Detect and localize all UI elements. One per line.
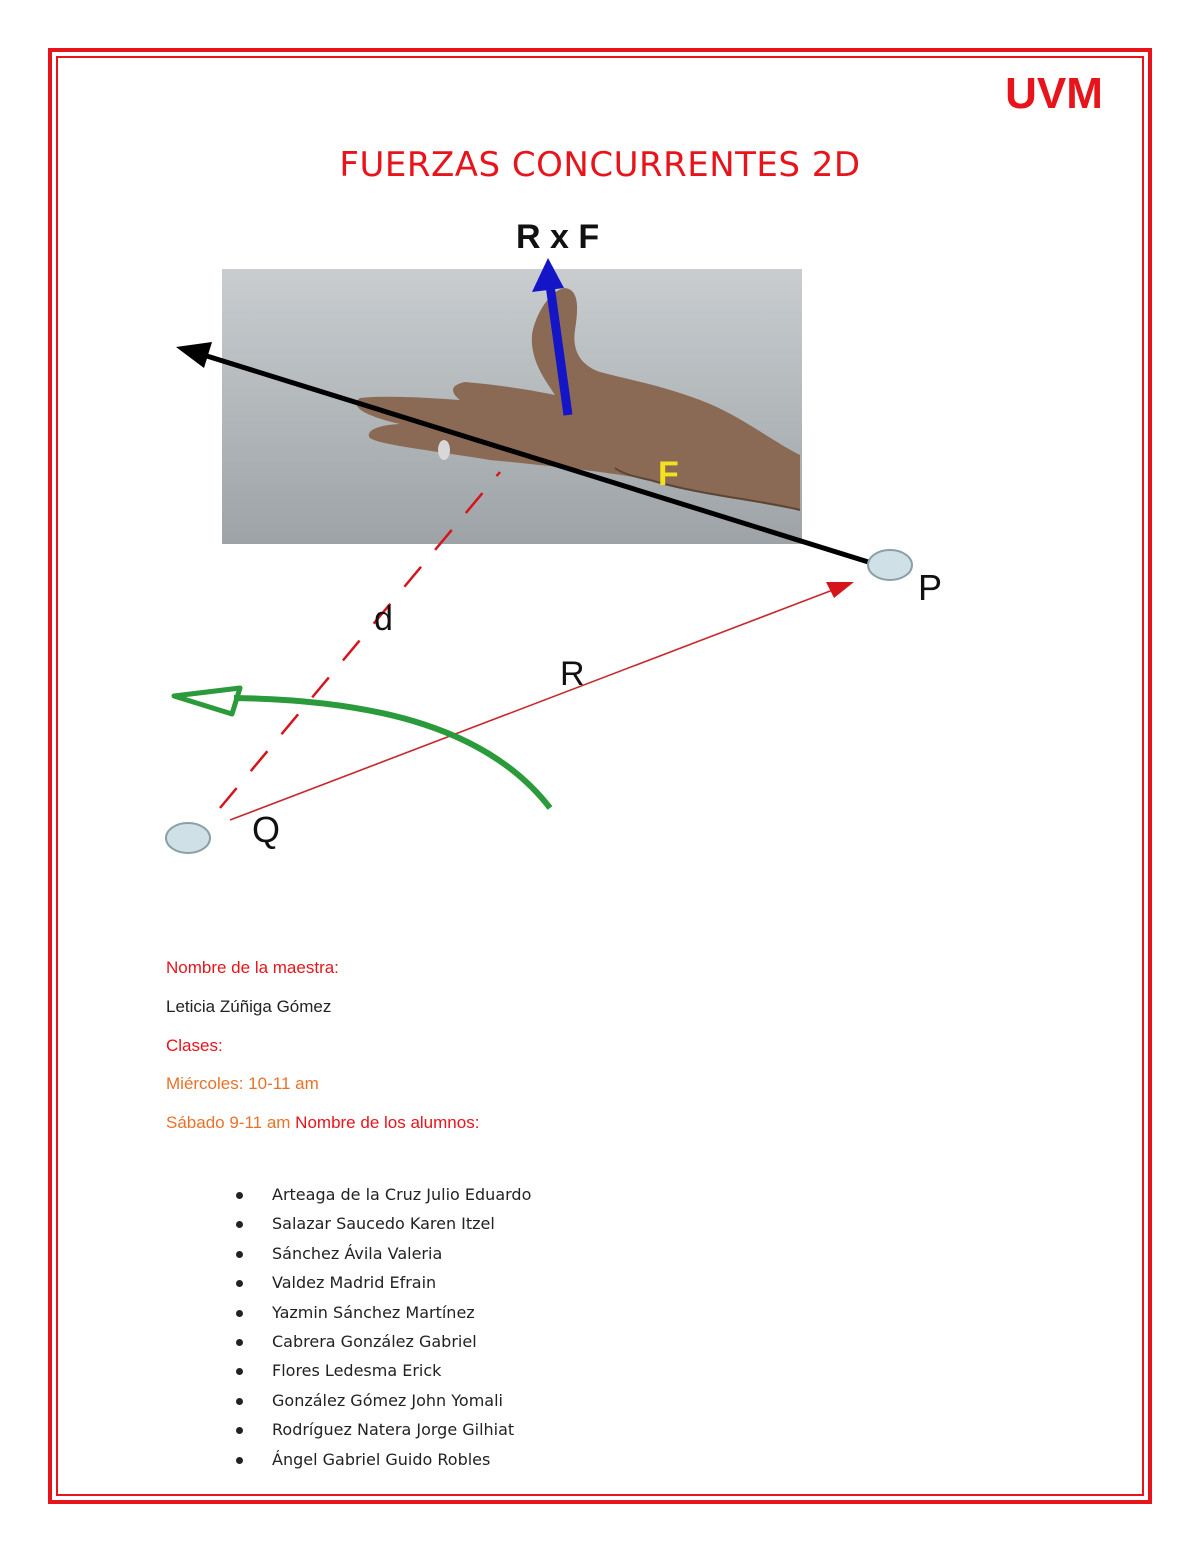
list-item: Valdez Madrid Efrain xyxy=(236,1268,531,1297)
page-title: FUERZAS CONCURRENTES 2D xyxy=(339,145,861,185)
list-item: Salazar Saucedo Karen Itzel xyxy=(236,1209,531,1238)
students-list xyxy=(236,1180,531,1474)
q-label: Q xyxy=(252,809,281,850)
list-item: Arteaga de la Cruz Julio Eduardo xyxy=(236,1180,531,1209)
p-label: P xyxy=(918,567,943,608)
f-label: F xyxy=(658,455,679,493)
svg-text:UVM: UVM xyxy=(1005,69,1103,114)
teacher-name: Leticia Zúñiga Gómez xyxy=(166,997,332,1016)
list-item: Cabrera González Gabriel xyxy=(236,1327,531,1356)
list-item: Ángel Gabriel Guido Robles xyxy=(236,1445,531,1474)
r-label: R xyxy=(560,655,585,693)
class-wednesday: Miércoles: 10-11 am xyxy=(166,1074,319,1093)
hand-photo xyxy=(222,269,802,544)
point-q xyxy=(166,823,210,853)
class-saturday-line xyxy=(166,1113,479,1133)
list-item: Flores Ledesma Erick xyxy=(236,1356,531,1385)
teacher-label: Nombre de la maestra: xyxy=(166,958,339,977)
class-saturday: Sábado 9-11 am xyxy=(166,1113,291,1132)
rotation-arc xyxy=(174,688,550,808)
students-label: Nombre de los alumnos: xyxy=(295,1113,480,1132)
list-item: Yazmin Sánchez Martínez xyxy=(236,1298,531,1327)
list-item: González Gómez John Yomali xyxy=(236,1386,531,1415)
uvm-logo xyxy=(984,68,1124,114)
list-item: Sánchez Ávila Valeria xyxy=(236,1239,531,1268)
classes-label: Clases: xyxy=(166,1036,223,1055)
list-item: Rodríguez Natera Jorge Gilhiat xyxy=(236,1415,531,1444)
rxf-label: R x F xyxy=(516,218,600,256)
torque-diagram xyxy=(160,210,980,890)
d-label: d xyxy=(374,600,393,638)
point-p xyxy=(868,550,912,580)
